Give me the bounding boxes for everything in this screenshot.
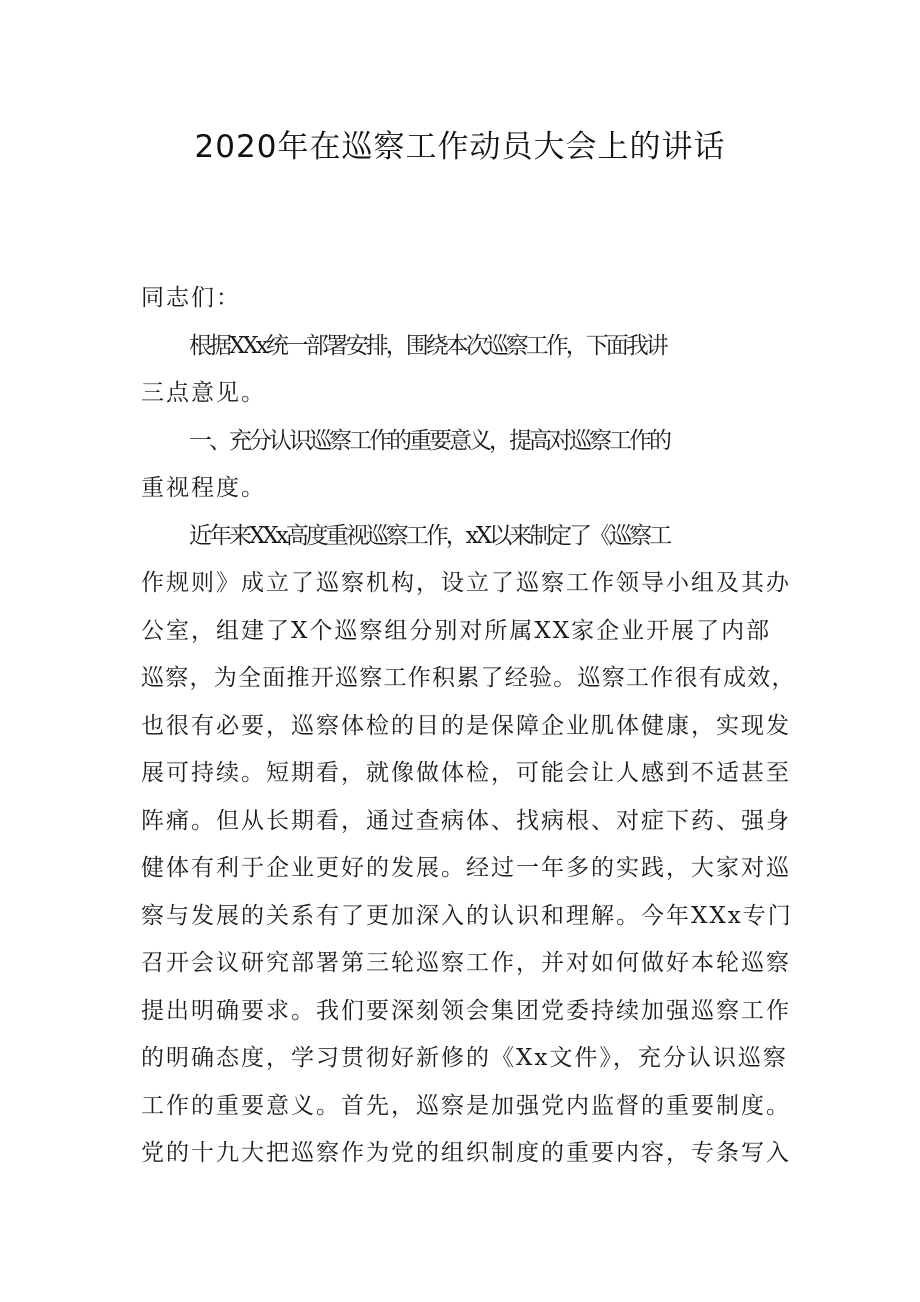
body-line: 作规则》成立了巡察机构，设立了巡察工作领导小组及其办 [141,570,791,596]
body-line: 展可持续。短期看，就像做体检，可能会让人感到不适甚至 [141,760,791,786]
body-line: 召开会议研究部署第三轮巡察工作，并对如何做好本轮巡察 [141,950,791,976]
body-line: 也很有必要，巡察体检的目的是保障企业肌体健康，实现发 [141,713,791,739]
body-line: 阵痛。但从长期看，通过查病体、找病根、对症下药、强身 [141,808,791,834]
body-line: 巡察，为全面推开巡察工作积累了经验。巡察工作很有成效， [141,665,796,691]
body-line: 察与发展的关系有了更加深入的认识和理解。今年XXx专门 [141,903,793,929]
body-line: 工作的重要意义。首先，巡察是加强党内监督的重要制度。 [141,1093,791,1119]
body-line: 公室，组建了X个巡察组分别对所属XX家企业开展了内部 [141,618,772,644]
document-title: 2020年在巡察工作动员大会上的讲话 [194,129,726,165]
section-heading-line: 重视程度。 [141,475,266,501]
body-line: 三点意见。 [141,380,266,406]
body-line: 健体有利于企业更好的发展。经过一年多的实践，大家对巡 [141,855,791,881]
body-line: 的明确态度，学习贯彻好新修的《Xx文件》，充分认识巡察 [141,1045,788,1071]
body-line: 提出明确要求。我们要深刻领会集团党委持续加强巡察工作 [141,998,791,1024]
section-heading-line: 一、充分认识巡察工作的重要意义，提高对巡察工作的 [189,428,669,454]
body-line: 近年来XXx高度重视巡察工作，xX以来制定了《巡察工 [189,523,670,549]
body-line: 根据XXx统一部署安排，围绕本次巡察工作，下面我讲 [189,333,666,359]
body-line: 党的十九大把巡察作为党的组织制度的重要内容，专条写入 [141,1140,791,1166]
salutation: 同志们： [141,285,241,311]
